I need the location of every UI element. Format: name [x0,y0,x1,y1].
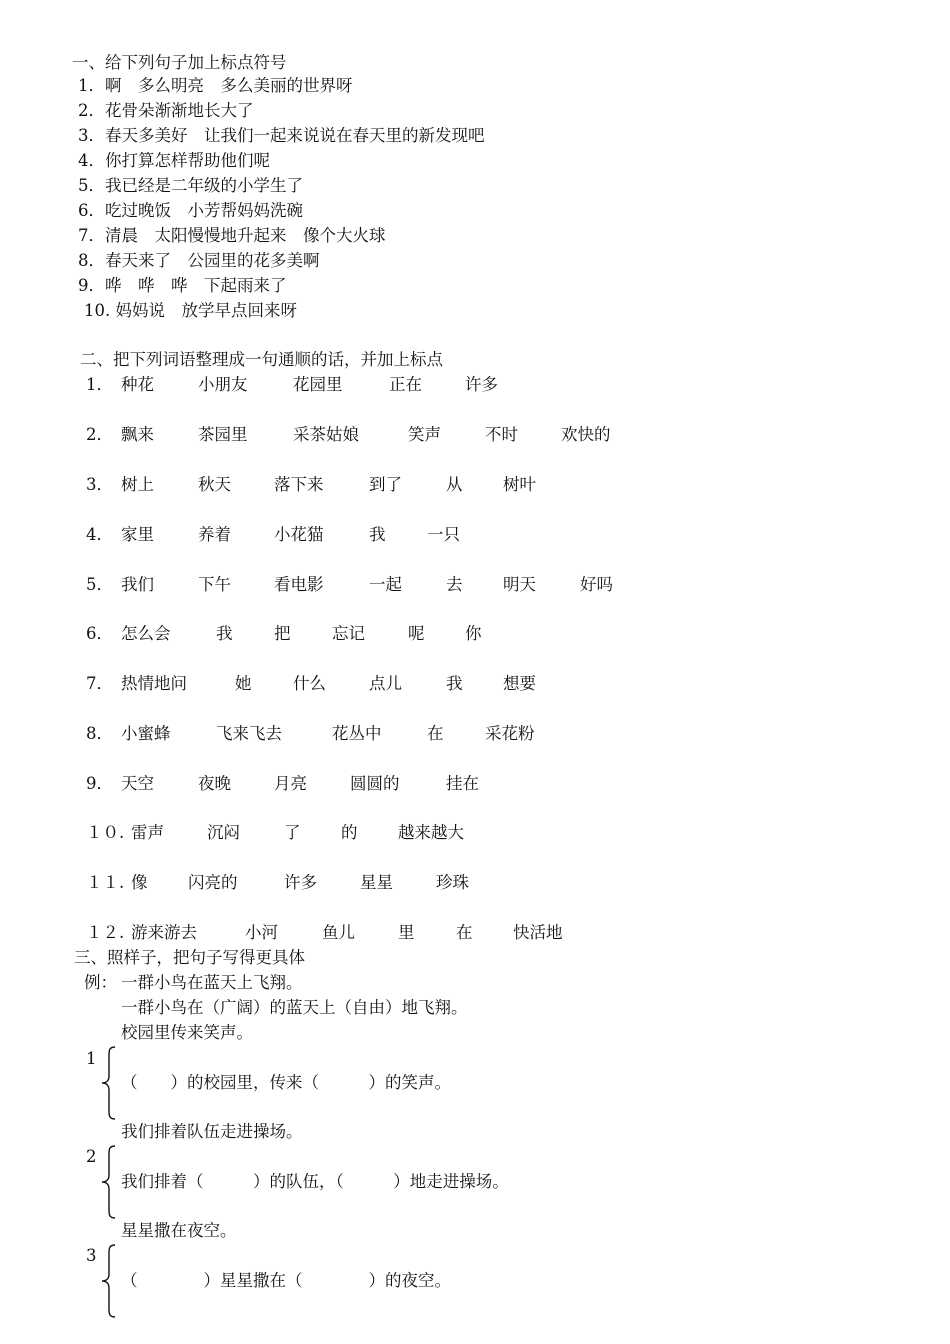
section2-word: 了 [284,823,301,842]
section2-item-number: 2． [86,425,113,444]
section2-word: 闪亮的 [188,873,238,892]
section1-item: 10. 妈妈说 放学早点回来呀 [84,301,297,320]
section2-word: 我 [446,674,463,693]
section1-item: 3．春天多美好 让我们一起来说说在春天里的新发现吧 [78,126,485,145]
section2-word: 从 [446,475,463,494]
section2-word: 飞来飞去 [216,724,282,743]
curly-brace-icon [100,1145,120,1219]
section2-word: 许多 [284,873,317,892]
exercise-given-sentence: 星星撒在夜空。 [121,1221,237,1240]
section2-word: 星星 [360,873,393,892]
section2-word: 去 [446,575,463,594]
section2-word: 在 [456,923,473,942]
section2-word: 小朋友 [198,375,248,394]
section2-word: 看电影 [274,575,324,594]
exercise-number: 3 [86,1246,97,1265]
section2-word: 小河 [245,923,278,942]
section2-item-number: 6． [86,624,113,643]
exercise-number: 2 [86,1147,97,1166]
curly-brace-icon [100,1046,120,1120]
section1-title: 一、给下列句子加上标点符号 [72,53,287,72]
section2-word: 许多 [465,375,498,394]
section3-title: 三、照样子，把句子写得更具体 [74,948,305,967]
section2-word: 一只 [427,525,460,544]
section2-word: 沉闷 [207,823,240,842]
section2-item-number: １１. [86,873,125,892]
section1-item: 5．我已经是二年级的小学生了 [78,176,303,195]
section2-word: 快活地 [513,923,563,942]
section2-word: 我们 [121,575,154,594]
section2-word: 的 [341,823,358,842]
section2-word: 小花猫 [274,525,324,544]
section2-item-number: 9． [86,774,113,793]
section1-item: 4．你打算怎样帮助他们呢 [78,151,270,170]
section2-word: 像 [131,873,148,892]
section2-word: 欢快的 [561,425,611,444]
section2-word: 种花 [121,375,154,394]
section2-word: 天空 [121,774,154,793]
section2-word: 把 [274,624,291,643]
section2-item-number: 4． [86,525,113,544]
exercise-blank-sentence: 我们排着（ ）的队伍，（ ）地走进操场。 [121,1172,509,1191]
section2-item-number: 1． [86,375,113,394]
section2-word: 月亮 [274,774,307,793]
exercise-blank-sentence: （ ）的校园里，传来（ ）的笑声。 [121,1073,451,1092]
section1-item: 9．哗 哗 哗 下起雨来了 [78,276,287,295]
section2-item-number: １０. [86,823,125,842]
section2-word: 热情地问 [121,674,187,693]
section1-item: 7．清晨 太阳慢慢地升起来 像个大火球 [78,226,386,245]
exercise-blank-sentence: （ ）星星撒在（ ）的夜空。 [121,1271,451,1290]
example-line-2: 一群小鸟在（广阔）的蓝天上（自由）地飞翔。 [121,998,468,1017]
example-label: 例： [84,973,117,992]
section2-title: 二、把下列词语整理成一句通顺的话，并加上标点 [80,350,443,369]
exercise-given-sentence: 校园里传来笑声。 [121,1023,253,1042]
section2-word: 花丛中 [332,724,382,743]
section2-word: 里 [398,923,415,942]
section2-item-number: 3． [86,475,113,494]
exercise-given-sentence: 我们排着队伍走进操场。 [121,1122,303,1141]
section2-word: 一起 [369,575,402,594]
section2-word: 花园里 [293,375,343,394]
section2-word: 雷声 [131,823,164,842]
exercise-number: 1 [86,1049,97,1068]
section2-word: 游来游去 [131,923,197,942]
section1-item: 8．春天来了 公园里的花多美啊 [78,251,320,270]
section2-word: 珍珠 [436,873,469,892]
section2-word: 忘记 [332,624,365,643]
section2-word: 怎么会 [121,624,171,643]
section2-word: 下午 [198,575,231,594]
section2-word: 挂在 [446,774,479,793]
section1-item: 1．啊 多么明亮 多么美丽的世界呀 [78,76,353,95]
section2-word: 她 [235,674,252,693]
section2-word: 我 [216,624,233,643]
section2-word: 采花粉 [485,724,535,743]
section2-item-number: １２. [86,923,125,942]
section2-word: 茶园里 [198,425,248,444]
section2-word: 圆圆的 [350,774,400,793]
section1-item: 6．吃过晚饭 小芳帮妈妈洗碗 [78,201,303,220]
section2-word: 越来越大 [398,823,464,842]
section2-word: 我 [369,525,386,544]
section2-word: 鱼儿 [322,923,355,942]
section2-word: 正在 [389,375,422,394]
example-line-1: 一群小鸟在蓝天上飞翔。 [121,973,303,992]
section2-word: 笑声 [408,425,441,444]
section2-word: 小蜜蜂 [121,724,171,743]
section2-word: 什么 [293,674,326,693]
section2-word: 想要 [503,674,536,693]
section2-item-number: 7． [86,674,113,693]
section2-word: 树上 [121,475,154,494]
section2-word: 呢 [408,624,425,643]
section2-word: 采茶姑娘 [293,425,359,444]
section2-word: 在 [427,724,444,743]
section2-word: 落下来 [274,475,324,494]
section2-word: 明天 [503,575,536,594]
section2-item-number: 5． [86,575,113,594]
section2-word: 树叶 [503,475,536,494]
section2-word: 你 [465,624,482,643]
curly-brace-icon [100,1244,120,1318]
section2-word: 飘来 [121,425,154,444]
section2-word: 家里 [121,525,154,544]
section1-item: 2．花骨朵渐渐地长大了 [78,101,254,120]
section2-item-number: 8． [86,724,113,743]
section2-word: 夜晚 [198,774,231,793]
section2-word: 不时 [485,425,518,444]
section2-word: 点儿 [369,674,402,693]
section2-word: 好吗 [580,575,613,594]
section2-word: 养着 [198,525,231,544]
section2-word: 到了 [369,475,402,494]
section2-word: 秋天 [198,475,231,494]
